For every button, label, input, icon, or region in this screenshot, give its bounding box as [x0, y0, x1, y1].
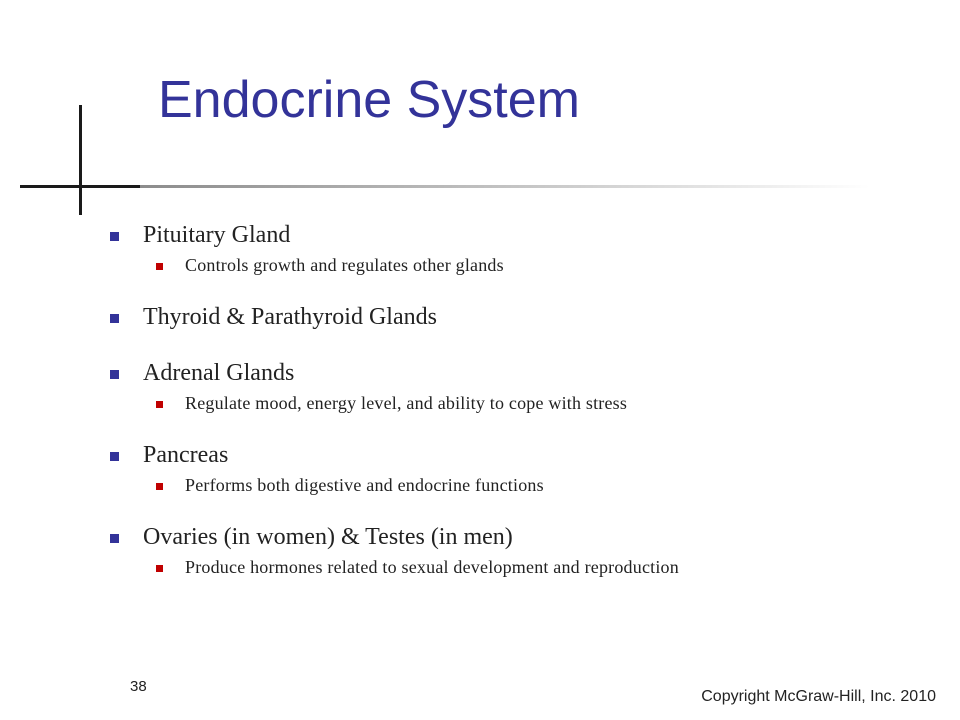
square-bullet-icon	[110, 232, 119, 241]
sub-bullet-label: Regulate mood, energy level, and ability to cope with stress	[185, 393, 628, 413]
list-item	[108, 300, 928, 334]
list-item	[108, 356, 928, 416]
bullet-label: Adrenal Glands	[143, 360, 295, 386]
square-bullet-icon	[110, 534, 119, 543]
copyright-notice: Copyright McGraw-Hill, Inc. 2010	[701, 688, 936, 705]
square-bullet-icon	[110, 452, 119, 461]
bullet-level2	[108, 472, 928, 498]
bullet-level1	[108, 356, 928, 390]
bullet-label: Pancreas	[143, 442, 229, 468]
square-bullet-icon	[156, 565, 163, 572]
bullet-level2	[108, 252, 928, 278]
list-item	[108, 438, 928, 498]
decorative-fade-line	[140, 185, 870, 188]
bullet-level2	[108, 554, 928, 580]
bullet-label: Ovaries (in women) & Testes (in men)	[143, 524, 513, 550]
sub-bullet-label: Performs both digestive and endocrine functions	[185, 475, 544, 495]
decorative-vertical-line	[79, 105, 82, 215]
bullet-level2	[108, 390, 928, 416]
decorative-horizontal-line	[20, 185, 140, 188]
list-item	[108, 520, 928, 580]
list-item	[108, 218, 928, 278]
slide-number: 38	[130, 678, 147, 695]
square-bullet-icon	[156, 483, 163, 490]
square-bullet-icon	[110, 314, 119, 323]
square-bullet-icon	[156, 401, 163, 408]
square-bullet-icon	[156, 263, 163, 270]
bullet-level1	[108, 218, 928, 252]
bullet-level1	[108, 300, 928, 334]
bullet-label: Thyroid & Parathyroid Glands	[143, 304, 437, 330]
bullet-level1	[108, 520, 928, 554]
sub-bullet-label: Controls growth and regulates other glands	[185, 255, 504, 275]
bullet-list	[108, 218, 928, 580]
slide-title: Endocrine System	[158, 71, 580, 129]
square-bullet-icon	[110, 370, 119, 379]
sub-bullet-label: Produce hormones related to sexual development and reproduction	[185, 557, 679, 577]
bullet-level1	[108, 438, 928, 472]
bullet-label: Pituitary Gland	[143, 222, 291, 248]
